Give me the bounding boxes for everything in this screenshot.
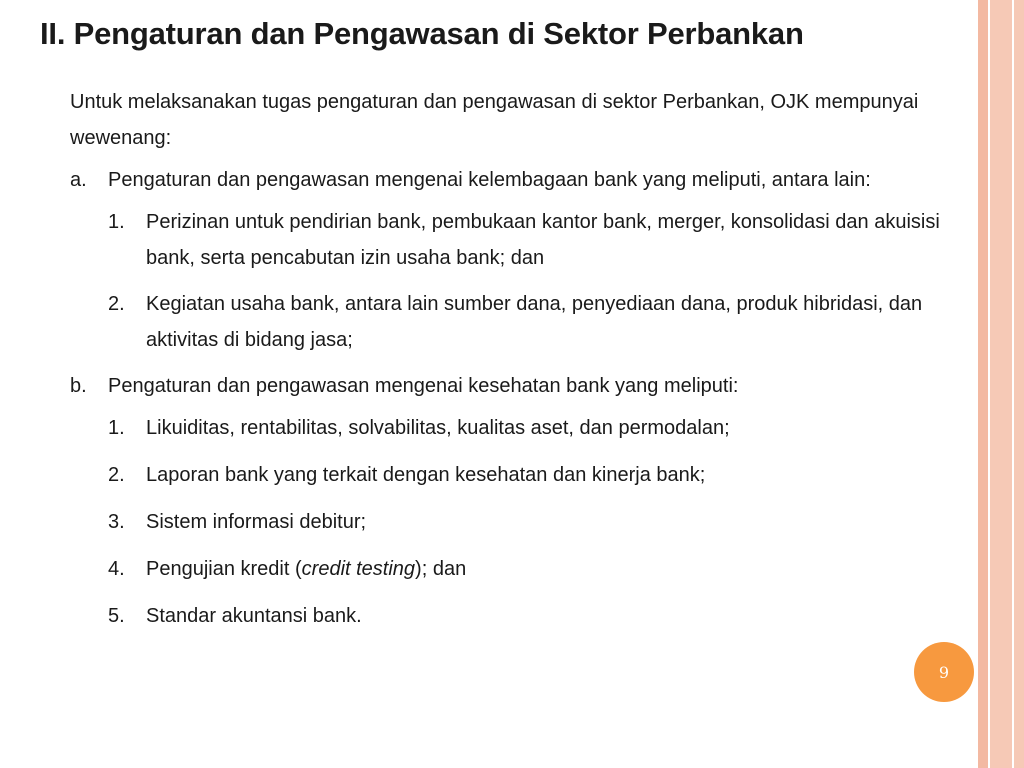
list-item [108, 457, 960, 493]
list-text-part: Pengujian kredit ( [146, 558, 302, 580]
list-text: Perizinan untuk pendirian bank, pembukaan kantor bank, merger, konsolidasi dan akuisisi bank, serta pencabutan izin usaha bank; dan [146, 211, 940, 269]
list-marker: 5. [108, 605, 125, 627]
section-a-list [70, 204, 960, 358]
right-edge-line [1012, 0, 1014, 768]
list-text [146, 551, 960, 587]
slide-title: II. Pengaturan dan Pengawasan di Sektor Perbankan [40, 16, 804, 51]
section-b [70, 368, 960, 404]
list-marker: 4. [108, 558, 125, 580]
slide-body [70, 84, 960, 645]
list-text: Laporan bank yang terkait dengan kesehatan dan kinerja bank; [146, 464, 706, 486]
list-text-italic: credit testing [301, 558, 416, 580]
list-item [108, 551, 960, 587]
list-item [108, 504, 960, 540]
list-item [108, 598, 960, 634]
section-marker: b. [70, 375, 87, 397]
list-text: Likuiditas, rentabilitas, solvabilitas, kualitas aset, dan permodalan; [146, 417, 730, 439]
section-a [70, 162, 960, 198]
list-text-part: ); dan [415, 558, 467, 580]
list-text: Sistem informasi debitur; [146, 511, 367, 533]
list-text: Standar akuntansi bank. [146, 605, 362, 627]
list-marker: 2. [108, 464, 125, 486]
intro-text: Untuk melaksanakan tugas pengaturan dan pengawasan di sektor Perbankan, OJK mempunyai wewenang: [70, 91, 919, 149]
list-marker: 1. [108, 417, 125, 439]
section-b-list [70, 410, 960, 634]
list-marker: 2. [108, 293, 125, 315]
section-text: Pengaturan dan pengawasan mengenai kelembagaan bank yang meliputi, antara lain: [108, 169, 871, 191]
section-marker: a. [70, 169, 87, 191]
list-text: Kegiatan usaha bank, antara lain sumber dana, penyediaan dana, produk hibridasi, dan aktivitas di bidang jasa; [146, 293, 923, 351]
list-item [108, 410, 960, 446]
list-item [108, 286, 960, 358]
list-item [108, 204, 960, 276]
list-marker: 3. [108, 511, 125, 533]
page-number-badge [914, 642, 974, 702]
right-edge-line [988, 0, 990, 768]
section-text: Pengaturan dan pengawasan mengenai kesehatan bank yang meliputi: [108, 375, 739, 397]
page-number: 9 [938, 662, 950, 682]
list-marker: 1. [108, 211, 125, 233]
right-edge-stripe [978, 0, 988, 768]
